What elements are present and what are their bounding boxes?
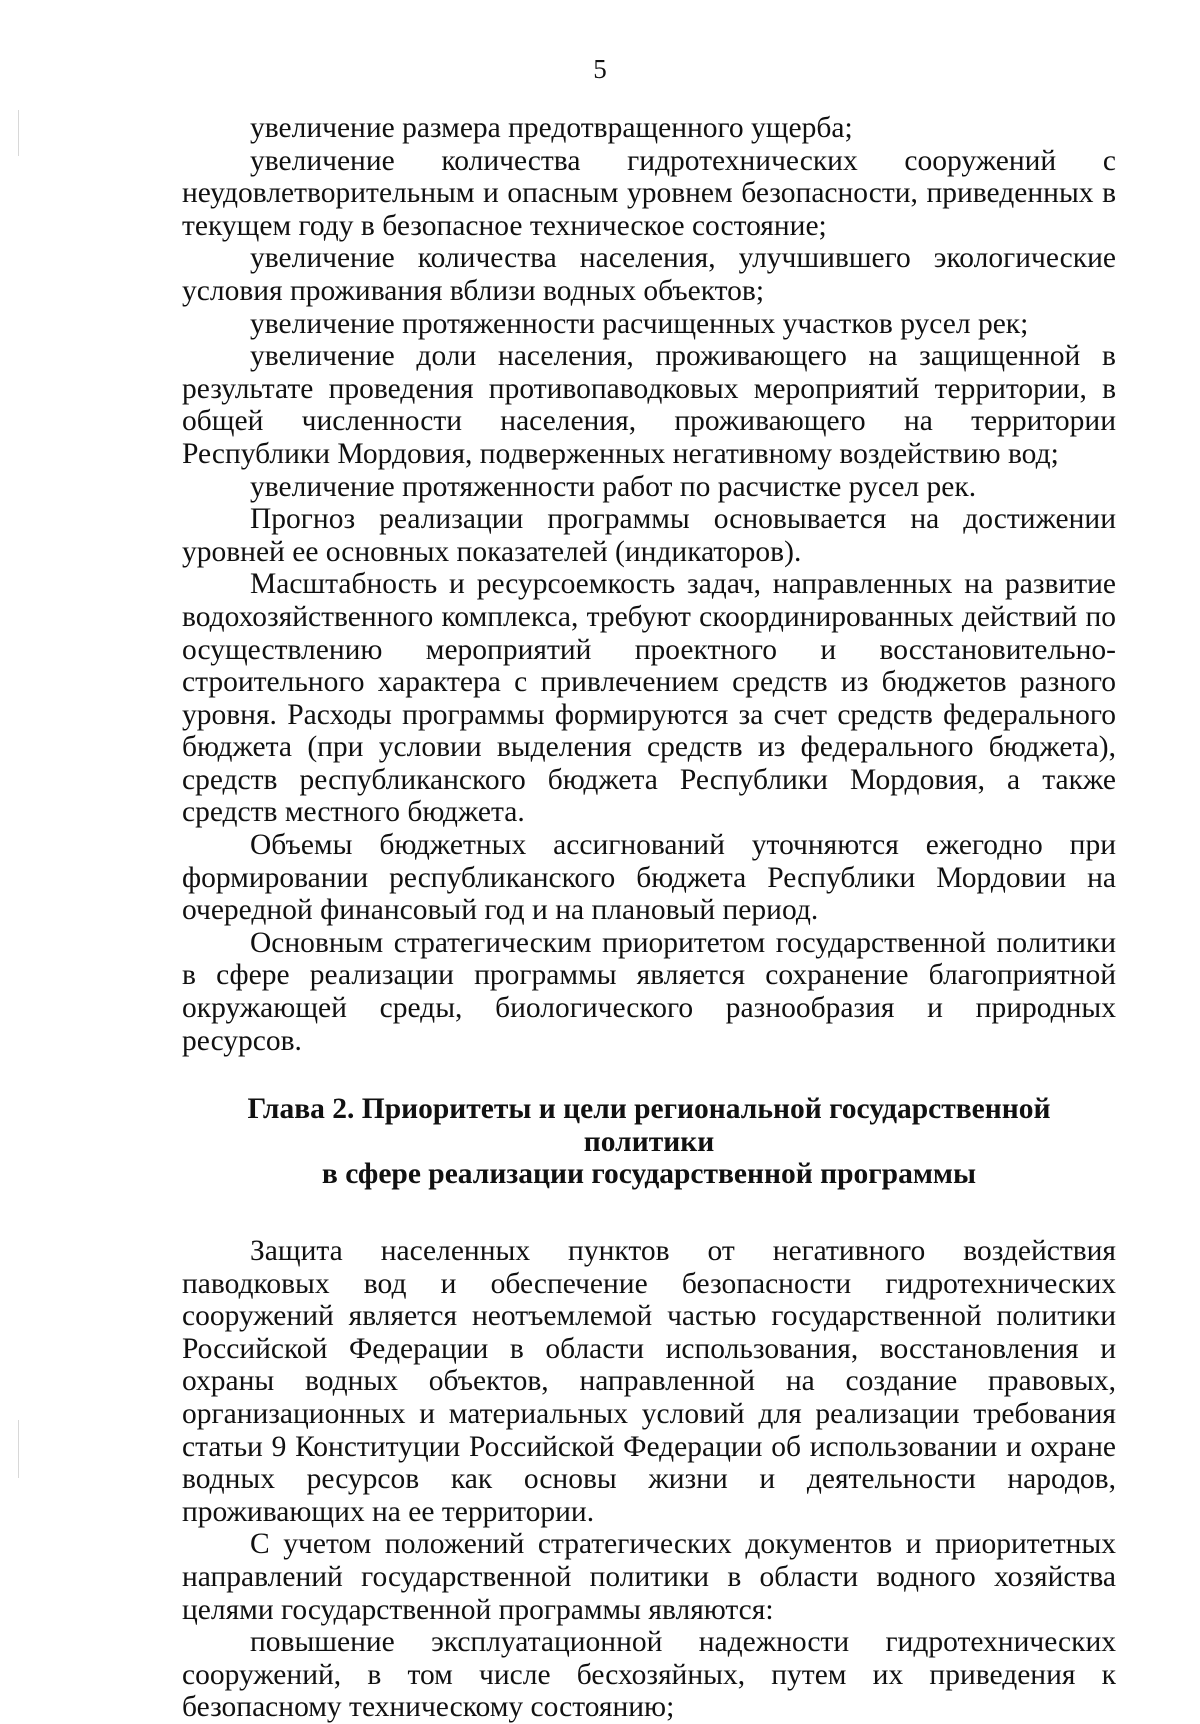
paragraph: Масштабность и ресурсоемкость задач, направленных на развитие водохозяйственного комплекса, требуют скоординированных действий по осуществлению мероприятий проектного и восстановительно-строительного характера с привлечением средств из бюджетов разного уровня. Расходы программы формируются за счет средств федерального бюджета (при условии выделения средств из федерального бюджета), средств республиканского бюджета Республики Мордовия, а также средств местного бюджета. [182, 568, 1116, 829]
paragraph: увеличение протяженности работ по расчистке русел рек. [250, 470, 977, 503]
paragraph: Прогноз реализации программы основывается на достижении уровней ее основных показателей (индикаторов). [182, 503, 1116, 568]
paragraph: увеличение протяженности расчищенных участков русел рек; [250, 307, 1029, 340]
paragraph: Основным стратегическим приоритетом государственной политики в сфере реализации программы является сохранение благоприятной окружающей среды, биологического разнообразия и природных ресурсов. [182, 926, 1116, 1057]
paragraph: Объемы бюджетных ассигнований уточняются ежегодно при формировании республиканского бюджета Республики Мордовии на очередной финансовый год и на плановый период. [182, 829, 1116, 927]
document-body [182, 112, 1116, 1724]
paragraph: С учетом положений стратегических документов и приоритетных направлений государственной политики в области водного хозяйства целями государственной программы являются: [182, 1528, 1116, 1626]
paragraph: увеличение количества населения, улучшившего экологические условия проживания вблизи водных объектов; [182, 242, 1116, 307]
paragraph: увеличение количества гидротехнических сооружений с неудовлетворительным и опасным уровнем безопасности, приведенных в текущем году в безопасное техническое состояние; [182, 144, 1116, 242]
chapter-heading-line: Глава 2. Приоритеты и цели региональной государственной политики [247, 1093, 1051, 1158]
chapter-heading [182, 1093, 1116, 1191]
page-number: 5 [593, 54, 607, 84]
chapter-heading-line: в сфере реализации государственной программы [321, 1158, 977, 1191]
paragraph: Защита населенных пунктов от негативного воздействия паводковых вод и обеспечение безопасности гидротехнических сооружений является неотъемлемой частью государственной политики Российской Федерации в области использования, восстановления и охраны водных объектов, направленной на создание правовых, организационных и материальных условий для реализации требования статьи 9 Конституции Российской Федерации об использовании и охране водных ресурсов как основы жизни и деятельности народов, проживающих на ее территории. [182, 1235, 1116, 1528]
paragraph: повышение эксплуатационной надежности гидротехнических сооружений, в том числе бесхозяйных, путем их приведения к безопасному техническому состоянию; [182, 1626, 1116, 1724]
paragraph: увеличение размера предотвращенного ущерба; [250, 112, 853, 144]
scan-edge-mark [18, 1420, 19, 1478]
paragraph: увеличение доли населения, проживающего на защищенной в результате проведения противопаводковых мероприятий территории, в общей численности населения, проживающего на территории Республики Мордовия, подверженных негативному воздействию вод; [182, 340, 1116, 470]
scan-edge-mark [18, 110, 19, 156]
